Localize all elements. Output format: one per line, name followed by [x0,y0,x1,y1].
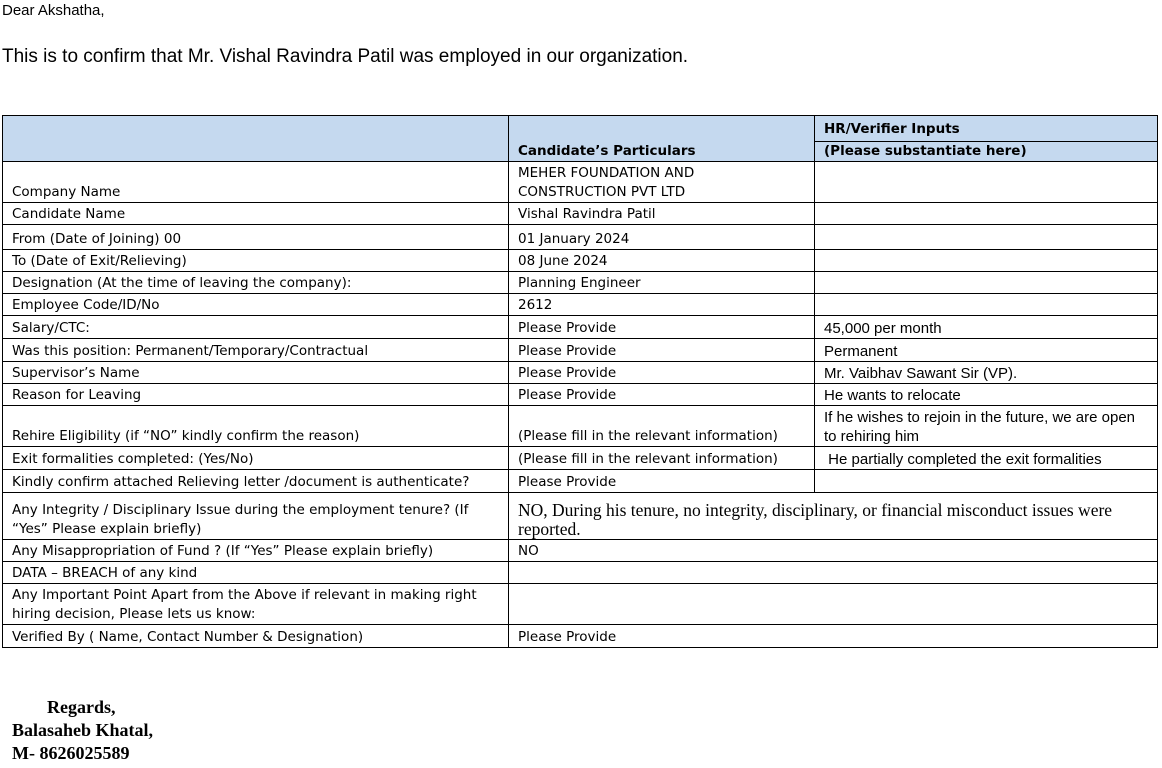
row-candidate-value: (Please fill in the relevant information) [509,406,815,447]
header-verifier-inputs [815,116,1158,162]
row-candidate-value: NO [509,540,1158,562]
table-row [3,225,1158,250]
row-candidate-value: 01 January 2024 [509,225,815,250]
row-label: Designation (At the time of leaving the company): [3,272,509,294]
row-candidate-value: NO, During his tenure, no integrity, disciplinary, or financial misconduct issues were reported. [509,493,1158,540]
greeting: Dear Akshatha, [2,2,105,19]
row-label: To (Date of Exit/Relieving) [3,250,509,272]
row-verifier-value [815,272,1158,294]
row-candidate-value: Please Provide [509,625,1158,648]
row-label: Any Important Point Apart from the Above if relevant in making right hiring decision, Please lets us know: [3,584,509,625]
row-candidate-value: Planning Engineer [509,272,815,294]
row-verifier-value [815,250,1158,272]
row-verifier-value [815,470,1158,493]
row-verifier-value [815,225,1158,250]
row-verifier-value: Permanent [815,339,1158,362]
row-candidate-value: MEHER FOUNDATION AND CONSTRUCTION PVT LTD [509,162,815,203]
header-candidate-particulars: Candidate’s Particulars [509,116,815,162]
table-row [3,362,1158,384]
row-verifier-value [815,203,1158,225]
table-row [3,447,1158,470]
header-verifier-subtitle: (Please substantiate here) [824,143,1027,159]
row-label: Was this position: Permanent/Temporary/Contractual [3,339,509,362]
table-row [3,493,1158,540]
intro-paragraph: This is to confirm that Mr. Vishal Ravindra Patil was employed in our organization. [2,46,689,67]
table-row [3,540,1158,562]
header-label-cell [3,116,509,162]
table-row [3,406,1158,447]
table-row [3,294,1158,316]
table-row [3,250,1158,272]
signature-name: Balasaheb Khatal, [12,720,154,740]
row-verifier-value [815,294,1158,316]
row-label: Kindly confirm attached Relieving letter /document is authenticate? [3,470,509,493]
row-label: Reason for Leaving [3,384,509,406]
row-verifier-value: He wants to relocate [815,384,1158,406]
row-label: From (Date of Joining) 00 [3,225,509,250]
row-label: Salary/CTC: [3,316,509,339]
row-verifier-value: Mr. Vaibhav Sawant Sir (VP). [815,362,1158,384]
table-row [3,316,1158,339]
row-label: Rehire Eligibility (if “NO” kindly confirm the reason) [3,406,509,447]
table-header-row [3,116,1158,162]
row-verifier-value [815,162,1158,203]
row-candidate-value: Please Provide [509,384,815,406]
row-label: Any Integrity / Disciplinary Issue during the employment tenure? (If “Yes” Please explain briefly) [3,493,509,540]
table-row [3,562,1158,584]
row-label: DATA – BREACH of any kind [3,562,509,584]
table-row [3,203,1158,225]
table-row [3,272,1158,294]
table-row [3,384,1158,406]
row-candidate-value: Vishal Ravindra Patil [509,203,815,225]
table-row [3,339,1158,362]
row-verifier-value: If he wishes to rejoin in the future, we are open to rehiring him [815,406,1158,447]
row-label: Exit formalities completed: (Yes/No) [3,447,509,470]
row-candidate-value [509,562,1158,584]
row-verifier-value: He partially completed the exit formalities [815,447,1158,470]
row-candidate-value: Please Provide [509,339,815,362]
row-label: Employee Code/ID/No [3,294,509,316]
row-label: Company Name [3,162,509,203]
table-row [3,470,1158,493]
row-verifier-value: 45,000 per month [815,316,1158,339]
row-candidate-value: Please Provide [509,362,815,384]
row-candidate-value: Please Provide [509,316,815,339]
row-label: Verified By ( Name, Contact Number & Designation) [3,625,509,648]
verification-table [2,115,1158,648]
header-verifier-title: HR/Verifier Inputs [815,120,1157,142]
row-label: Candidate Name [3,203,509,225]
table-row [3,584,1158,625]
table-row [3,625,1158,648]
signature-phone: M- 8626025589 [12,743,130,763]
row-label: Any Misappropriation of Fund ? (If “Yes” Please explain briefly) [3,540,509,562]
row-candidate-value: 2612 [509,294,815,316]
row-candidate-value: 08 June 2024 [509,250,815,272]
row-candidate-value: (Please fill in the relevant information) [509,447,815,470]
row-candidate-value: Please Provide [509,470,815,493]
row-candidate-value [509,584,1158,625]
signature-regards: Regards, [47,697,116,717]
signature-block [12,696,153,765]
row-label: Supervisor’s Name [3,362,509,384]
table-row [3,162,1158,203]
